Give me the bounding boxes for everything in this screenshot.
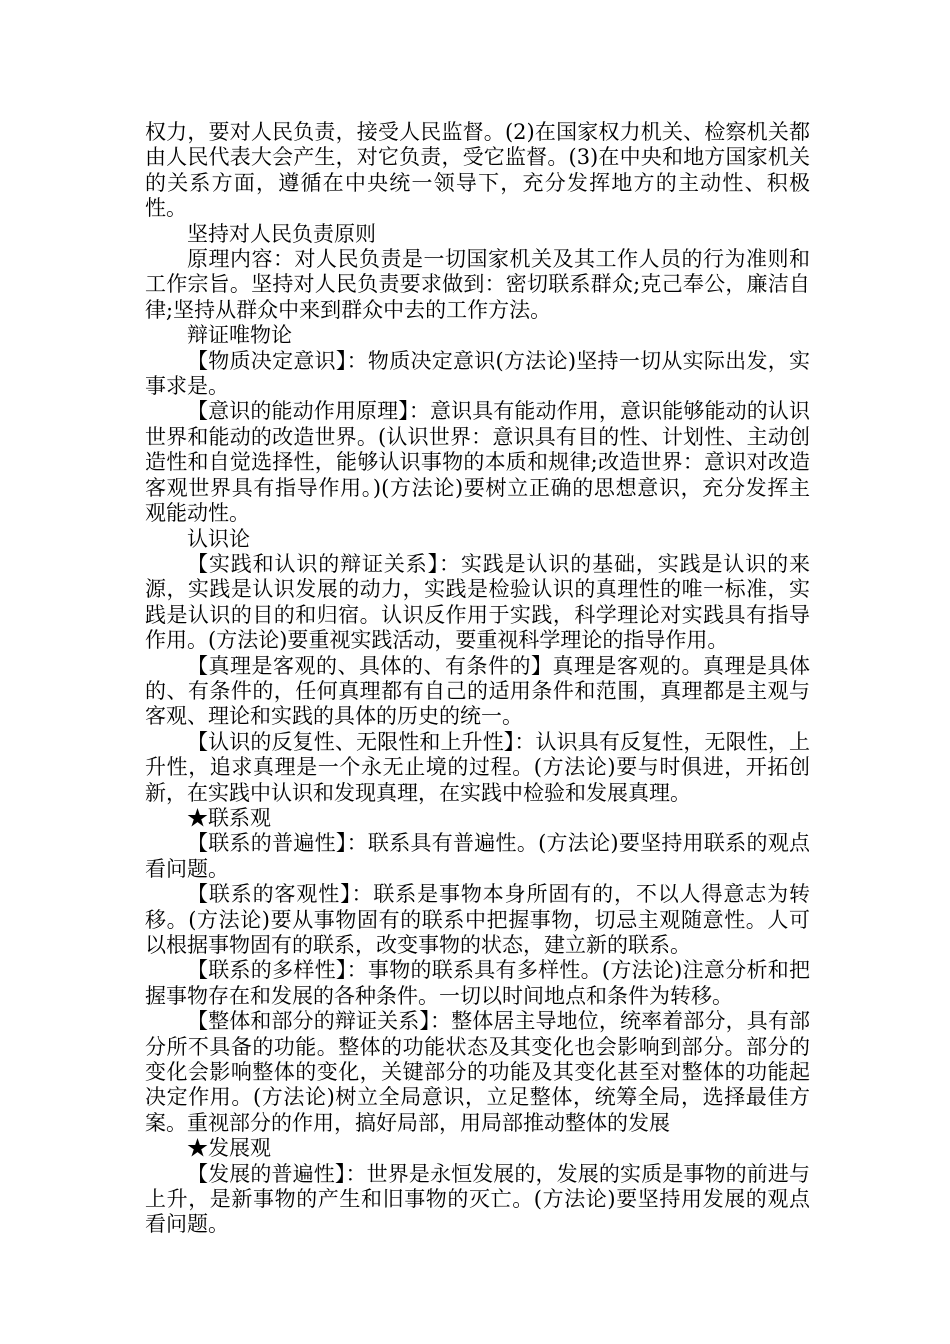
section-heading: ★联系观 <box>187 805 271 830</box>
section-heading: 认识论 <box>187 526 250 551</box>
paragraph: 【物质决定意识】：物质决定意识(方法论)坚持一切从实际出发，实事求是。 <box>145 348 810 399</box>
paragraph: 【意识的能动作用原理】：意识具有能动作用，意识能够能动的认识世界和能动的改造世界。(认识世界：意识具有目的性、计划性、主动创造性和自觉选择性，能够认识事物的本质和规律;改造世界：意识对改造客观世界具有指导作用。)(方法论)要树立正确的思想意识，充分发挥主观能动性。 <box>145 399 810 526</box>
paragraph: 【联系的多样性】：事物的联系具有多样性。(方法论)注意分析和把握事物存在和发展的各种条件。一切以时间地点和条件为转移。 <box>145 958 810 1008</box>
paragraph: 【联系的普遍性】：联系具有普遍性。(方法论)要坚持用联系的观点看问题。 <box>145 831 810 881</box>
paragraph: 【联系的客观性】：联系是事物本身所固有的，不以人得意志为转移。(方法论)要从事物固有的联系中把握事物，切忌主观随意性。人可以根据事物固有的联系，改变事物的状态，建立新的联系。 <box>145 882 810 957</box>
paragraph: 【发展的普遍性】：世界是永恒发展的，发展的实质是事物的前进与上升，是新事物的产生和旧事物的灭亡。(方法论)要坚持用发展的观点看问题。 <box>145 1161 810 1237</box>
paragraph: 【实践和认识的辩证关系】：实践是认识的基础，实践是认识的来源，实践是认识发展的动力，实践是检验认识的真理性的唯一标准，实践是认识的目的和归宿。认识反作用于实践，科学理论对实践具有指导作用。(方法论)要重视实践活动，要重视科学理论的指导作用。 <box>145 551 810 653</box>
document-body <box>145 120 810 1238</box>
paragraph: 【整体和部分的辩证关系】：整体居主导地位，统率着部分，具有部分所不具备的功能。整体的功能状态及其变化也会影响到部分。部分的变化会影响整体的变化，关键部分的功能及其变化甚至对整体的功能起决定作用。(方法论)树立全局意识，立足整体，统筹全局，选择最佳方案。重视部分的作用，搞好局部，用局部推动整体的发展 <box>145 1009 810 1135</box>
section-heading: ★发展观 <box>187 1136 271 1161</box>
paragraph: 【真理是客观的、具体的、有条件的】真理是客观的。真理是具体的、有条件的，任何真理都有自己的适用条件和范围，真理都是主观与客观、理论和实践的具体的历史的统一。 <box>145 653 810 729</box>
paragraph: 【认识的反复性、无限性和上升性】：认识具有反复性，无限性，上升性，追求真理是一个永无止境的过程。(方法论)要与时俱进，开拓创新，在实践中认识和发现真理，在实践中检验和发展真理。 <box>145 729 810 805</box>
paragraph: 原理内容：对人民负责是一切国家机关及其工作人员的行为准则和工作宗旨。坚持对人民负责要求做到：密切联系群众;克己奉公，廉洁自律;坚持从群众中来到群众中去的工作方法。 <box>145 247 810 322</box>
section-heading: 坚持对人民负责原则 <box>187 221 376 246</box>
paragraph: 权力，要对人民负责，接受人民监督。(2)在国家权力机关、检察机关都由人民代表大会产生，对它负责，受它监督。(3)在中央和地方国家机关的关系方面，遵循在中央统一领导下，充分发挥地方的主动性、积极性。 <box>145 120 810 221</box>
section-heading: 辩证唯物论 <box>187 323 292 348</box>
